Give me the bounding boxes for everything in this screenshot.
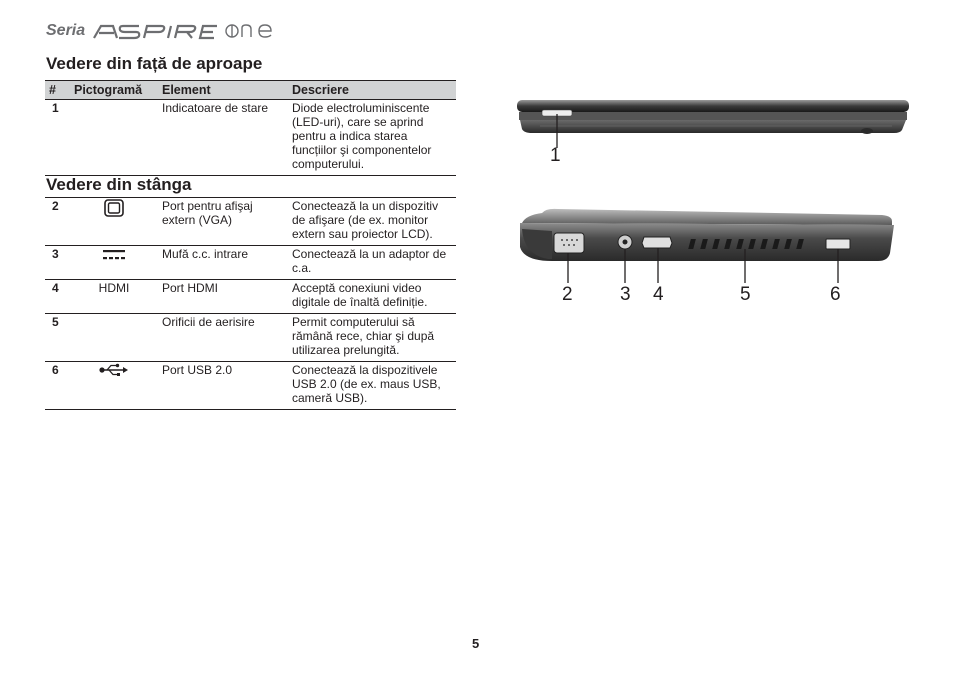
table-header-row — [45, 81, 456, 100]
table-row — [45, 314, 456, 362]
row-description: Diode electroluminiscente (LED-uri), care se aprind pentru a indica starea funcțiilor şi componentelor computerului. — [288, 100, 456, 176]
row-icon — [70, 198, 158, 246]
vga-monitor-icon — [104, 199, 124, 217]
row-num: 2 — [45, 198, 70, 246]
table-row — [45, 280, 456, 314]
row-num: 6 — [45, 362, 70, 410]
callout-5: 5 — [740, 284, 751, 305]
table-row — [45, 246, 456, 280]
row-element: Orificii de aerisire — [158, 314, 288, 362]
table-row — [45, 362, 456, 410]
row-num: 1 — [45, 100, 70, 176]
dc-power-icon — [102, 247, 126, 263]
page-number: 5 — [472, 636, 480, 651]
row-icon — [70, 100, 158, 176]
row-icon — [70, 362, 158, 410]
col-header-num: # — [45, 81, 70, 100]
callout-1: 1 — [550, 145, 561, 166]
series-label: Seria — [46, 22, 86, 39]
callout-4: 4 — [653, 284, 664, 305]
row-num: 3 — [45, 246, 70, 280]
row-num: 5 — [45, 314, 70, 362]
laptop-left-side-illustration — [512, 205, 902, 295]
left-view-table — [45, 197, 456, 410]
row-description: Acceptă conexiuni video digitale de înaltă definiție. — [288, 280, 456, 314]
row-num: 4 — [45, 280, 70, 314]
row-element: Mufă c.c. intrare — [158, 246, 288, 280]
row-icon — [70, 314, 158, 362]
row-icon — [70, 246, 158, 280]
row-element: Port HDMI — [158, 280, 288, 314]
row-description: Permit computerului să rămână rece, chiar şi după utilizarea prelungită. — [288, 314, 456, 362]
table-row — [45, 100, 456, 176]
section-title-front: Vedere din față de aproape — [46, 54, 263, 73]
row-element: Indicatoare de stare — [158, 100, 288, 176]
section-title-left: Vedere din stânga — [46, 175, 192, 194]
row-element: Port pentru afişaj extern (VGA) — [158, 198, 288, 246]
row-element: Port USB 2.0 — [158, 362, 288, 410]
col-header-description: Descriere — [288, 81, 456, 100]
usb-icon — [99, 363, 129, 377]
page-header — [46, 18, 277, 44]
callout-6: 6 — [830, 284, 841, 305]
row-description: Conectează la un adaptor de c.a. — [288, 246, 456, 280]
aspire-one-logo — [91, 18, 277, 44]
row-description: Conectează la dispozitivele USB 2.0 (de ex. maus USB, cameră USB). — [288, 362, 456, 410]
front-view-table — [45, 80, 456, 176]
col-header-element: Element — [158, 81, 288, 100]
callout-3: 3 — [620, 284, 631, 305]
col-header-icon: Pictogramă — [70, 81, 158, 100]
callout-2: 2 — [562, 284, 573, 305]
hdmi-label: HDMI — [70, 280, 158, 314]
table-row — [45, 198, 456, 246]
row-description: Conectează la un dispozitiv de afişare (de ex. monitor extern sau proiector LCD). — [288, 198, 456, 246]
laptop-front-illustration — [512, 96, 912, 176]
